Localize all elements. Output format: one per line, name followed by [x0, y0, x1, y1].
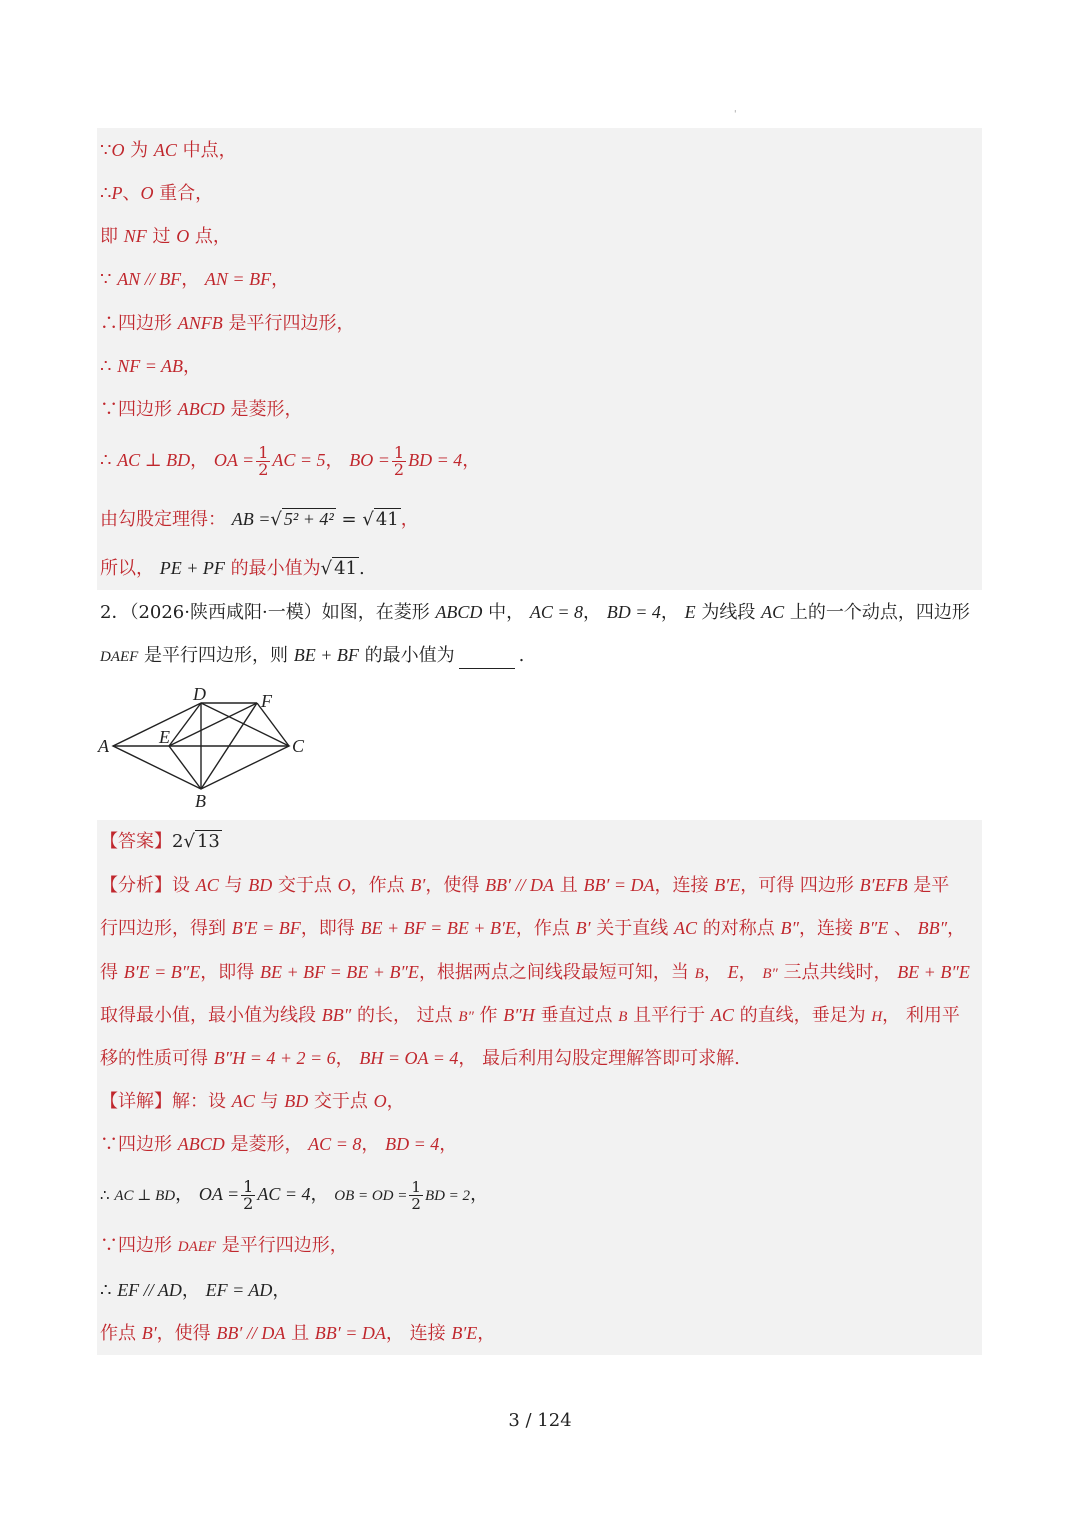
label-b: B: [195, 791, 206, 811]
solution-line-7: ∵四边形 ABCD 是菱形，: [100, 399, 303, 420]
detail-line-2: ∵四边形 ABCD 是菱形， AC = 8， BD = 4，: [100, 1134, 458, 1155]
page-number: 3 / 124: [508, 1410, 572, 1431]
solution-line-8: ∴ AC ⊥ BD， OA = $\frac{1}{2}$ AC = 5， BO = $\frac{1}{2}$ BD = 4，: [100, 442, 481, 479]
rhombus-figure: [95, 683, 325, 813]
question-line-1: 2．（2026·陕西咸阳·一模）如图，在菱形 ABCD 中， AC = 8， BD = 4， E 为线段 AC 上的一个动点，四边形: [100, 602, 970, 623]
solution-line-5: ∴四边形 ANFB 是平行四边形，: [100, 313, 355, 334]
analysis-line-2: 行四边形，得到 B′E = BF，即得 BE + BF = BE + B′E，作点 B′ 关于直线 AC 的对称点 B″，连接 B″E 、 BB″，: [100, 918, 966, 939]
sqrt-expression: √ 13: [183, 831, 220, 852]
solution-line-10: 所以， PE + PF 的最小值为√ 41 .: [100, 558, 365, 579]
analysis-line-5: 移的性质可得 B″H = 4 + 2 = 6， BH = OA = 4， 最后利用勾股定理解答即可求解.: [100, 1048, 740, 1069]
question-line-2: DAEF 是平行四边形，则 BE + BF 的最小值为 .: [100, 643, 524, 669]
detail-line-6: 作点 B′，使得 BB′ // DA 且 BB′ = DA， 连接 B′E，: [100, 1323, 496, 1344]
label-f: F: [261, 691, 272, 711]
sqrt-expression: √ 5² + 4²: [270, 509, 334, 530]
fraction-half: $\frac{1}{2}$: [411, 1177, 421, 1213]
label-e: E: [159, 727, 170, 747]
segment-ed: [169, 703, 201, 746]
detail-line-1: 【详解】解：设 AC 与 BD 交于点 O，: [100, 1091, 405, 1112]
sqrt-expression: √ 41: [362, 509, 399, 530]
fraction-half: $\frac{1}{2}$: [243, 1176, 254, 1213]
detail-line-4: ∵四边形 DAEF 是平行四边形，: [100, 1235, 348, 1256]
solution-line-2: ∴P、O 重合，: [100, 183, 214, 204]
analysis-line-3: 得 B′E = B″E，即得 BE + BF = BE + B″E，根据两点之间线段最短可知，当 B， E， B″ 三点共线时， BE + B″E: [100, 962, 970, 983]
detail-line-3: ∴ AC ⊥ BD， OA = $\frac{1}{2}$ AC = 4， OB = OD = $\frac{1}{2}$ BD = 2，: [100, 1176, 489, 1213]
label-c: C: [292, 736, 305, 756]
segment-eb: [169, 746, 201, 789]
solution-line-6: ∴ NF = AB，: [100, 356, 201, 377]
answer-blank: [459, 650, 515, 669]
detail-line-5: ∴ EF // AD， EF = AD，: [100, 1280, 291, 1301]
label-a: A: [98, 736, 109, 756]
solution-line-3: 即 NF 过 O 点，: [100, 226, 231, 247]
solution-line-1: ∵O 为 AC 中点，: [100, 140, 237, 161]
sqrt-expression: √ 41: [320, 558, 357, 579]
analysis-line-4: 取得最小值，最小值为线段 BB″ 的长， 过点 B″ 作 B″H 垂直过点 B 且平行于 AC 的直线，垂足为 H， 利用平: [100, 1005, 960, 1026]
analysis-line-1: 【分析】设 AC 与 BD 交于点 O，作点 B′，使得 BB′ // DA 且 BB′ = DA，连接 B′E，可得 四边形 B′EFB 是平: [100, 875, 950, 896]
fraction-half: $\frac{1}{2}$: [258, 442, 269, 479]
page-tick-mark: ': [734, 110, 737, 120]
answer-block: [97, 820, 982, 1355]
solution-line-4: ∵ AN // BF， AN = BF，: [100, 269, 290, 290]
label-d: D: [193, 684, 206, 704]
solution-line-9: 由勾股定理得： AB =√ 5² + 4² = √ 41 ，: [100, 509, 419, 530]
fraction-half: $\frac{1}{2}$: [393, 442, 405, 479]
answer-line: 【答案】2√ 13: [100, 831, 220, 852]
